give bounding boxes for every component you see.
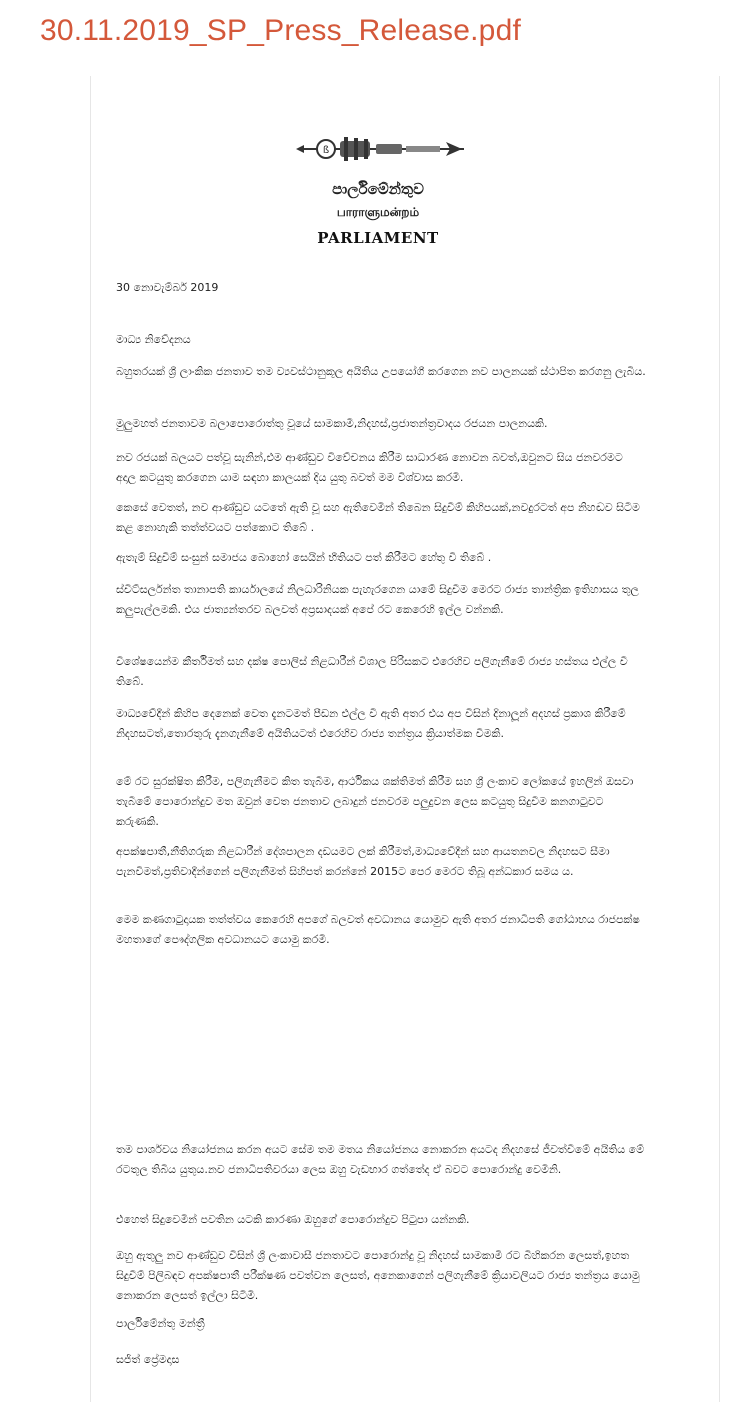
parliament-english-name: PARLIAMENT (317, 229, 439, 247)
closing-paragraph-3: ඔහු ඇතුලු නව ආණ්ඩුව විසින් ශ්‍රී ලංකාවාසී ජනතාවට පොරොන්දු වූ නිදහස් සාමකාමී රට බිහිකරන ලෙසත්,ඉහත සිදුවීම් පිලිබඳව අපක්ෂපාතී පරීක්ෂණ පවත්වන ලෙසත්, අනෙකාගෙන් පලිගැනීමේ ක්‍රියාවලියට රාජ්‍ය තන්ත්‍රය යොමු නොකරන ලෙසත් ඉල්ලා සිටිමි. (116, 1249, 640, 1302)
signature-name: සජිත් ප්‍රේමදාස (116, 1353, 180, 1366)
paragraph-1: බහුතරයක් ශ්‍රී ලාංකික ජනතාව තම ව්‍යවස්ථානුකූල අයිතිය උපයෝගී කරගෙන නව පාලනයක් ස්ථාපිත කරගනු ලැබිය. (116, 365, 646, 378)
closing-paragraph-1: තම පාර්ශවය නියෝජනය කරන අයට සේම තම මතය නියෝජනය නොකරන අයටද නිදහසේ ජීවත්වීමේ අයිතිය මේ රටතුල තිබිය යුතුය.නව ජනාධිපතිවරයා ලෙස ඔහු වැඩභාර ගත්තේද ඒ බවට පොරොන්දු වෙමිනි. (116, 1143, 645, 1176)
parliament-sinhala-name: පාර්ලිමේන්තුව (332, 180, 424, 198)
file-title: 30.11.2019_SP_Press_Release.pdf (40, 14, 521, 47)
svg-text:ß: ß (322, 145, 330, 156)
parliament-mace-emblem-icon (296, 132, 468, 166)
paragraph-4: කෙසේ වෙතත්, නව ආණ්ඩුව යටතේ ඇති වූ සහ ඇතිවෙමින් තිබෙන සිදුවීම් කිහිපයක්,නවදුරටත් අප නිහඬව සිටීම කළ නොහැකි තත්ත්වයට පත්කොට තිබේ . (116, 501, 640, 534)
paragraph-3: නව රජයක් බලයට පත්වූ සැනින්,එම ආණ්ඩුව විවේචනය කිරීම සාධාරණ නොවන බවත්,ඔවුනට සිය ජනවරමට අදාල කටයුතු කරගෙන යාම සඳහා කාලයක් දිය යුතු බවත් මම විශ්වාස කරමි. (116, 451, 623, 484)
paragraph-2: මුලුමහත් ජනතාවම බලාපොරොත්තු වූයේ සාමකාමී,නිදහස්,ප්‍රජාතන්ත්‍රවාදය රජයන පාලනයකි. (116, 417, 548, 430)
paragraph-6: ස්විට්සර්ලන්ත තානාපති කාර්යාලයේ නිලධාරිනියක පැහැරගෙන යාමේ සිදුවීම මෙරට රාජ්‍ය තාන්ත්‍රික ඉතිහාසය තුල කලුපැල්ලමකි. එය ජාත්‍යන්තරව බලවත් අප්‍රසාදයක් අපේ රට කෙරෙහි ඉල්ල වන්නකි. (116, 583, 639, 616)
signature-title: පාර්ලිමේන්තු මන්ත්‍රී (116, 1317, 205, 1330)
letter-heading: මාධ්‍ය නිවේදනය (116, 333, 191, 346)
paragraph-5: ඇතැම් සිදුවීම් සංසුන් සමාජය බොහෝ සෙයින් භීතියට පත් කිරීමට හේතු වී තිබේ . (116, 551, 492, 564)
paragraph-11: මෙම කණගාටුදායක තත්ත්වය කෙරෙහි අපගේ බලවත් අවධානය යොමුව ඇති අතර ජනාධිපති ගෝඨාභය රාජපක්ෂ මහතාගේ පෞද්ගලික අවධානයට යොමු කරමි. (116, 913, 640, 946)
letter-date: 30 නොවැම්බර් 2019 (116, 281, 219, 294)
paragraph-8: මාධ්‍යවේදීන් කිහිප දෙනෙක් වෙත දැනටමත් පීඩන එල්ල වී ඇති අතර එය අප විසින් දිනාලූන් අදහස් ප්‍රකාශ කිරීමේ නිදහසටත්,තොරතුරු දැනගැනීමේ අයිතියටත් එරෙහිව රාජ්‍ය තන්ත්‍රය ක්‍රියාත්මක වීමකි. (116, 707, 626, 740)
closing-paragraph-2: එහෙත් සිදුවෙමින් පවතින යටකි කාරණා ඔහුගේ පොරොන්දුව පිටුපා යන්නකි. (116, 1213, 470, 1226)
parliament-tamil-name: பாராளுமன்றம் (336, 205, 420, 219)
paragraph-9: මේ රට සුරක්ෂිත කිරීම, පලිගැනීමට කිත තැබීම, ආර්ථිකය ශක්තිමත් කිරීම සහ ශ්‍රී ලංකාව ලෝකයේ ඉහලින් ඔසවා තැබීමේ පොරොන්දුව මත ඔවුන් වෙත ජනතාව ලබාදුන් ජනවරම පලුදුවන ලෙස කටයුතු සිදුවීම කනගාටුවට කරුණකි. (116, 775, 634, 828)
paragraph-7: විශේෂයෙන්ම කීර්තිමත් සහ දක්ෂ පොලිස් නිළධාරීන් විශාල පිරිසකට එරෙහිව පලිගැනීමේ රාජ්‍ය හස්තය එල්ල වී තිබේ. (116, 655, 628, 688)
paragraph-10: අපක්ෂපාතී,නීතිගරුක නිළධාරීන් දේශපාලන දඩයමට ලක් කිරීමත්,මාධ්‍යවේදීන් සහ ආයතනවල නිදහසට සීමා පැනවීමත්,ප්‍රතිවාදීන්ගෙන් පලිගැනීමත් සිහිපත් කරන්නේ 2015ට පෙර මෙරට තිබූ අන්ධකාර සමය ය. (116, 845, 610, 878)
